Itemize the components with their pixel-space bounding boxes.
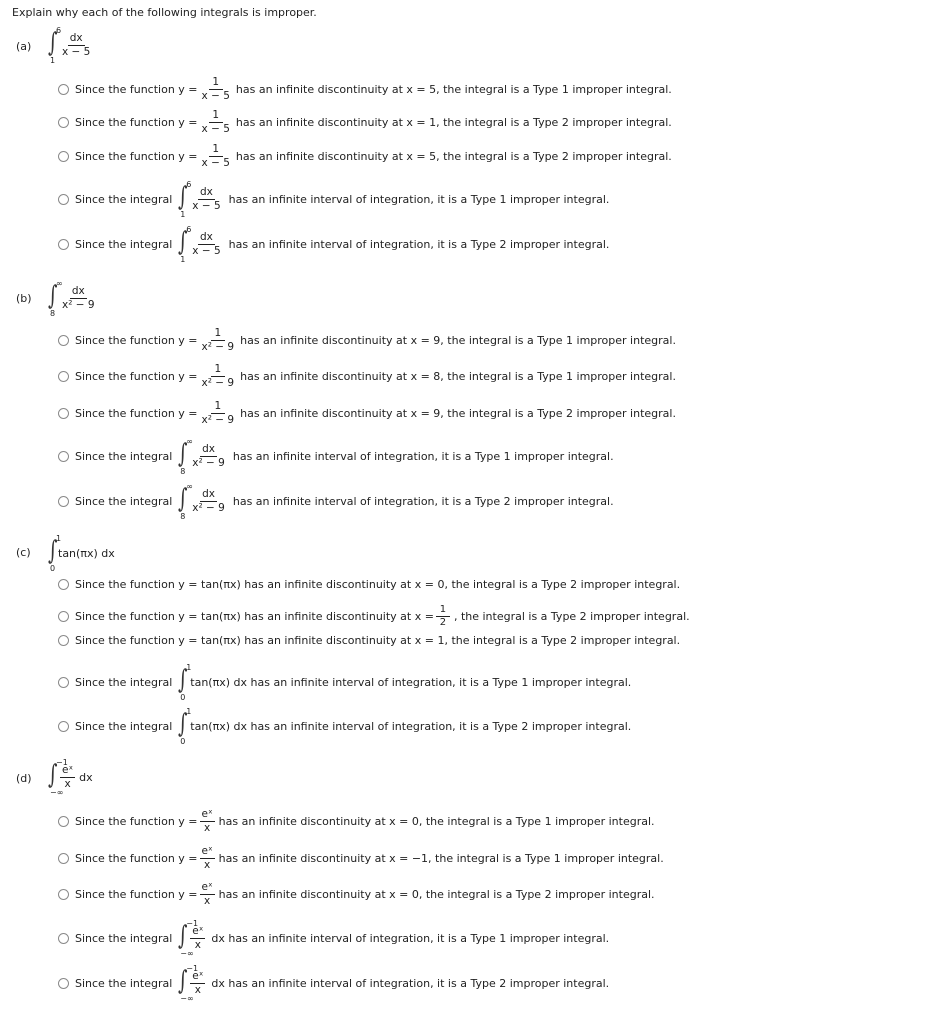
radio-button[interactable] (58, 677, 69, 688)
fraction-numerator: eˣ (192, 970, 204, 982)
option-text-prefix: Since the function y = (75, 406, 198, 420)
integral-upper-limit: 1 (186, 707, 192, 716)
answer-option[interactable] (58, 882, 655, 906)
integral-sign (176, 663, 192, 702)
integral-upper-limit: 6 (186, 180, 192, 189)
fraction-denominator: x − 5 (192, 199, 221, 212)
fraction-numerator: eˣ (201, 881, 213, 893)
part-integral (42, 26, 98, 65)
radio-button[interactable] (58, 816, 69, 827)
radio-button[interactable] (58, 496, 69, 507)
function-fraction (200, 110, 232, 134)
part-label: (a) (16, 40, 32, 53)
part-integral (42, 279, 103, 318)
integrand: tan(πx) dx (58, 546, 115, 560)
option-text-suffix: has an infinite interval of integration, it is a Type 1 improper integral. (232, 449, 614, 463)
fraction-numerator: 1 (211, 401, 225, 414)
option-text-prefix: Since the function y = (75, 149, 198, 163)
radio-button[interactable] (58, 84, 69, 95)
answer-option[interactable] (58, 578, 680, 591)
option-text-prefix: Since the integral (75, 719, 173, 733)
part-integral (42, 534, 117, 573)
function-fraction (200, 364, 237, 388)
integral-expression (176, 663, 192, 702)
question-title: Explain why each of the following integrals is improper. (12, 6, 317, 19)
fraction-denominator: x² − 9 (192, 501, 225, 514)
fraction-numerator: 1 (209, 110, 223, 123)
integral-lower-limit: −∞ (180, 994, 194, 1003)
fraction-denominator: x (64, 777, 71, 790)
integral-expression (176, 919, 209, 958)
option-text-prefix: Since the function y = (75, 887, 198, 901)
option-text-prefix: Since the function y = tan(πx) has an infinite discontinuity at x = (75, 610, 434, 623)
option-text-prefix: Since the function y = (75, 851, 198, 865)
integral-lower-limit: 1 (180, 210, 186, 219)
option-text-prefix: Since the function y = (75, 82, 198, 96)
integral-symbol: ∫ (178, 227, 188, 257)
option-text-suffix: , the integral is a Type 2 improper integral. (453, 610, 690, 623)
radio-button[interactable] (58, 611, 69, 622)
radio-button[interactable] (58, 335, 69, 346)
option-text: Since the function y = tan(πx) has an infinite discontinuity at x = 1, the integral is a Type 2 improper integral. (75, 634, 681, 647)
integral-lower-limit: −∞ (180, 949, 194, 958)
answer-option[interactable] (58, 180, 610, 219)
integral-expression (176, 225, 226, 264)
integral-symbol: ∫ (178, 665, 188, 695)
option-text-suffix: has an infinite discontinuity at x = 5, the integral is a Type 1 improper integral. (235, 82, 672, 96)
fraction-numerator: dx (200, 186, 213, 198)
integral-symbol: ∫ (178, 182, 188, 212)
fraction-denominator: x² − 9 (201, 413, 235, 426)
fraction-denominator: x (203, 894, 211, 907)
option-text-suffix: has an infinite interval of integration, it is a Type 2 improper integral. (232, 494, 614, 508)
fraction-numerator: eˣ (192, 925, 204, 937)
integral-upper-limit: −1 (186, 919, 199, 928)
fraction-denominator: x² − 9 (201, 376, 235, 389)
fraction-denominator: x − 5 (192, 244, 221, 257)
radio-button[interactable] (58, 933, 69, 944)
option-text-suffix: has an infinite interval of integration, it is a Type 2 improper integral. (228, 237, 610, 251)
option-text-suffix: tan(πx) dx has an infinite interval of integration, it is a Type 2 improper integral. (190, 719, 632, 733)
function-fraction (200, 77, 232, 101)
radio-button[interactable] (58, 408, 69, 419)
answer-option[interactable] (58, 964, 610, 1003)
option-text-suffix: has an infinite discontinuity at x = −1, the integral is a Type 1 improper integral. (218, 851, 664, 865)
answer-option[interactable] (58, 919, 610, 958)
integral-upper-limit: ∞ (56, 279, 63, 288)
integrand-fraction (190, 187, 222, 211)
radio-button[interactable] (58, 451, 69, 462)
answer-option[interactable] (58, 605, 690, 628)
fraction-denominator: 2 (439, 617, 447, 628)
answer-option[interactable] (58, 809, 655, 833)
integral-lower-limit: −∞ (50, 788, 64, 797)
integrand-fraction (190, 926, 205, 950)
integrand-fraction (190, 232, 222, 256)
radio-button[interactable] (58, 579, 69, 590)
radio-button[interactable] (58, 151, 69, 162)
integral-upper-limit: −1 (186, 964, 199, 973)
option-text-suffix: tan(πx) dx has an infinite interval of integration, it is a Type 1 improper integral. (190, 675, 632, 689)
fraction-numerator: eˣ (201, 808, 213, 820)
integral-sign (176, 180, 192, 219)
option-text-suffix: has an infinite interval of integration, it is a Type 1 improper integral. (228, 192, 610, 206)
radio-button[interactable] (58, 371, 69, 382)
integrand-fraction (60, 33, 92, 57)
fraction-denominator: x (203, 858, 211, 871)
integral-symbol: ∫ (178, 966, 188, 996)
integral-upper-limit: ∞ (186, 482, 193, 491)
integral-expression (176, 707, 192, 746)
integral-symbol: ∫ (178, 921, 188, 951)
fraction-numerator: 1 (209, 77, 223, 90)
radio-button[interactable] (58, 635, 69, 646)
answer-option[interactable] (58, 663, 632, 702)
answer-option[interactable] (58, 225, 610, 264)
integral-lower-limit: 0 (180, 693, 186, 702)
option-text-prefix: Since the integral (75, 449, 173, 463)
answer-option[interactable] (58, 328, 676, 352)
integrand-fraction (190, 444, 227, 468)
fraction-denominator: x² − 9 (201, 340, 235, 353)
fraction-numerator: eˣ (201, 845, 213, 857)
integral-lower-limit: 0 (180, 737, 186, 746)
integral-sign (176, 707, 192, 746)
function-fraction (200, 401, 237, 425)
fraction-numerator: 1 (211, 364, 225, 377)
option-text-prefix: Since the integral (75, 931, 173, 945)
integral-lower-limit: 8 (50, 309, 56, 318)
integral-upper-limit: ∞ (186, 437, 193, 446)
integral-upper-limit: 1 (186, 663, 192, 672)
integral-symbol: ∫ (178, 484, 188, 514)
option-text: Since the function y = tan(πx) has an infinite discontinuity at x = 0, the integral is a Type 2 improper integral. (75, 578, 681, 591)
integral-expression (46, 758, 93, 797)
option-text-suffix: dx has an infinite interval of integration, it is a Type 2 improper integral. (211, 976, 610, 990)
fraction-denominator: x − 5 (201, 122, 230, 135)
part-integral (42, 758, 95, 797)
option-text-suffix: has an infinite discontinuity at x = 5, the integral is a Type 2 improper integral. (235, 149, 672, 163)
integral-lower-limit: 1 (50, 56, 56, 65)
answer-option[interactable] (58, 634, 680, 647)
answer-option[interactable] (58, 77, 672, 101)
integral-upper-limit: 6 (186, 225, 192, 234)
integral-sign (176, 482, 193, 521)
fraction-numerator: 1 (436, 605, 450, 617)
fraction-numerator: dx (71, 285, 85, 297)
option-text-suffix: has an infinite discontinuity at x = 9, the integral is a Type 1 improper integral. (240, 333, 676, 347)
integral-sign (46, 26, 62, 65)
integral-expression (176, 180, 226, 219)
integral-expression (46, 26, 96, 65)
option-text-suffix: has an infinite discontinuity at x = 0, the integral is a Type 1 improper integral. (218, 814, 655, 828)
integral-symbol: ∫ (48, 536, 58, 566)
fraction-denominator: x (203, 821, 211, 834)
integral-sign (46, 534, 62, 573)
radio-button[interactable] (58, 239, 69, 250)
integral-lower-limit: 8 (180, 467, 186, 476)
integral-expression (176, 482, 231, 521)
answer-option[interactable] (58, 364, 676, 388)
fraction-numerator: dx (202, 443, 216, 455)
integrand-differential: dx (79, 770, 93, 784)
answer-option[interactable] (58, 846, 664, 870)
answer-option[interactable] (58, 707, 632, 746)
option-text-suffix: has an infinite discontinuity at x = 8, the integral is a Type 1 improper integral. (240, 369, 676, 383)
option-text-prefix: Since the function y = (75, 333, 198, 347)
answer-option[interactable] (58, 401, 676, 425)
fraction-numerator: 1 (211, 328, 225, 341)
half-fraction (436, 605, 450, 628)
fraction-numerator: eˣ (62, 764, 74, 776)
fraction-denominator: x² − 9 (192, 456, 225, 469)
option-text-suffix: has an infinite discontinuity at x = 1, the integral is a Type 2 improper integral. (235, 115, 672, 129)
answer-option[interactable] (58, 437, 614, 476)
answer-option[interactable] (58, 482, 614, 521)
radio-button[interactable] (58, 853, 69, 864)
fraction-denominator: x − 5 (201, 156, 230, 169)
function-fraction (200, 809, 215, 833)
option-text-prefix: Since the function y = (75, 369, 198, 383)
radio-button[interactable] (58, 117, 69, 128)
integral-upper-limit: 6 (56, 26, 62, 35)
fraction-denominator: x (194, 938, 201, 951)
option-text-prefix: Since the function y = (75, 814, 198, 828)
option-text-prefix: Since the integral (75, 675, 173, 689)
integral-symbol: ∫ (178, 709, 188, 739)
integral-lower-limit: 0 (50, 564, 56, 573)
integral-upper-limit: −1 (56, 758, 68, 767)
integral-expression (46, 534, 115, 573)
integral-expression (46, 279, 101, 318)
integral-expression (176, 964, 209, 1003)
integral-lower-limit: 8 (180, 512, 186, 521)
fraction-denominator: x (194, 983, 201, 996)
integral-sign (176, 437, 193, 476)
function-fraction (200, 882, 215, 906)
radio-button[interactable] (58, 978, 69, 989)
integral-sign (46, 279, 63, 318)
part-label: (c) (16, 546, 31, 559)
integral-symbol: ∫ (178, 439, 188, 469)
integral-expression (176, 437, 231, 476)
radio-button[interactable] (58, 194, 69, 205)
function-fraction (200, 846, 215, 870)
fraction-numerator: dx (69, 32, 83, 44)
integrand-fraction (190, 489, 227, 513)
fraction-denominator: x − 5 (62, 45, 91, 58)
integrand-fraction (60, 286, 97, 310)
fraction-numerator: dx (202, 488, 216, 500)
function-fraction (200, 144, 232, 168)
option-text-prefix: Since the integral (75, 192, 173, 206)
answer-option[interactable] (58, 110, 672, 134)
integral-symbol: ∫ (48, 760, 58, 790)
integral-lower-limit: 1 (180, 255, 186, 264)
option-text-prefix: Since the function y = (75, 115, 198, 129)
option-text-suffix: has an infinite discontinuity at x = 9, the integral is a Type 2 improper integral. (240, 406, 676, 420)
integral-sign (176, 225, 192, 264)
integral-symbol: ∫ (48, 28, 58, 58)
option-text-suffix: has an infinite discontinuity at x = 0, the integral is a Type 2 improper integral. (218, 887, 655, 901)
fraction-denominator: x² − 9 (62, 298, 95, 311)
integral-upper-limit: 1 (56, 534, 62, 543)
part-label: (d) (16, 772, 32, 785)
integrand-fraction (190, 971, 205, 995)
radio-button[interactable] (58, 721, 69, 732)
option-text-suffix: dx has an infinite interval of integration, it is a Type 1 improper integral. (211, 931, 610, 945)
answer-option[interactable] (58, 144, 672, 168)
part-label: (b) (16, 292, 32, 305)
function-fraction (200, 328, 237, 352)
integral-symbol: ∫ (48, 281, 58, 311)
fraction-numerator: 1 (209, 144, 223, 157)
option-text-prefix: Since the integral (75, 237, 173, 251)
option-text-prefix: Since the integral (75, 976, 173, 990)
radio-button[interactable] (58, 889, 69, 900)
fraction-denominator: x − 5 (201, 89, 230, 102)
fraction-numerator: dx (200, 231, 213, 243)
option-text-prefix: Since the integral (75, 494, 173, 508)
integrand-fraction (60, 765, 75, 789)
